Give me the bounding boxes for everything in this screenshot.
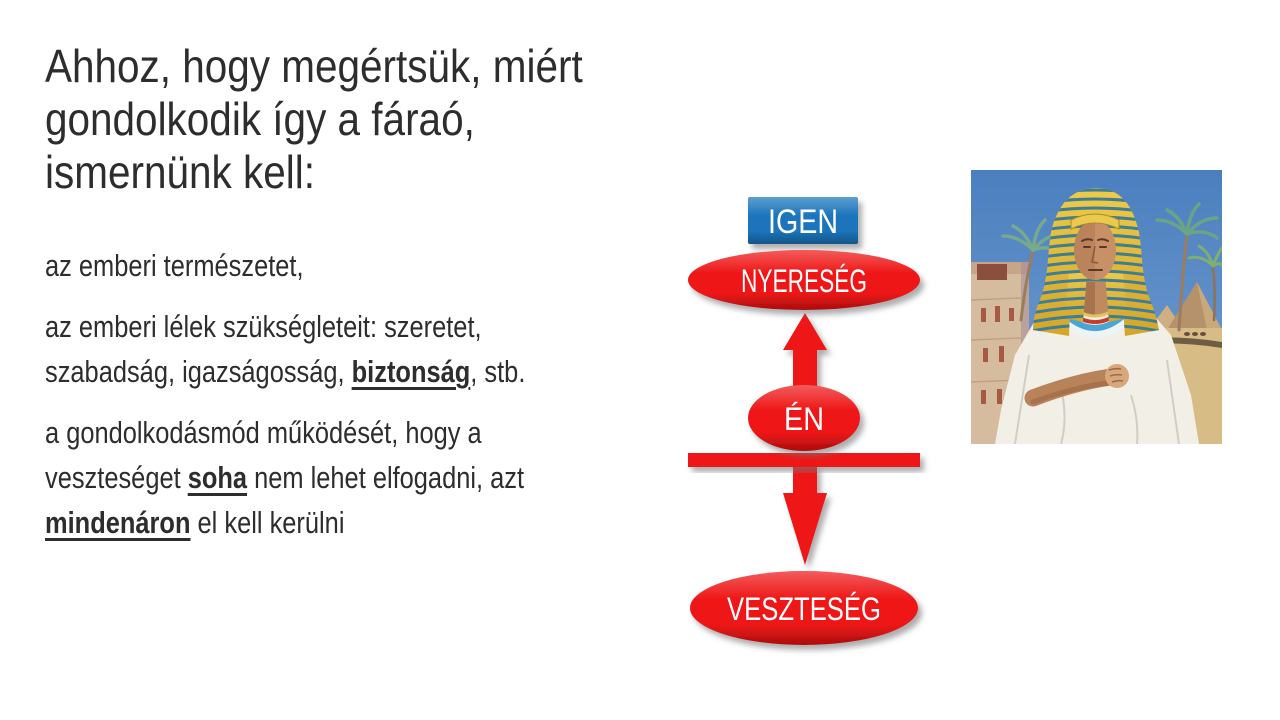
barrier-bar bbox=[688, 453, 920, 467]
body-text-segment: nem lehet elfogadni, azt bbox=[247, 460, 525, 495]
body-text bbox=[45, 243, 631, 561]
body-text-segment: az emberi lélek szükségleteit: szeretet, bbox=[45, 309, 482, 344]
pharaoh-image bbox=[971, 170, 1222, 444]
igen-box bbox=[748, 197, 858, 244]
down-arrow bbox=[783, 465, 827, 565]
gain-loss-diagram bbox=[660, 160, 960, 660]
body-text-segment: veszteséget bbox=[45, 460, 188, 495]
title-line: Ahhoz, hogy megértsük, miért bbox=[45, 40, 583, 92]
nyereseg-label: NYERESÉG bbox=[741, 263, 867, 299]
en-ellipse bbox=[748, 385, 860, 451]
body-text-segment: , stb. bbox=[470, 354, 526, 389]
slide-title bbox=[45, 40, 656, 199]
emphasized-term: mindenáron bbox=[45, 505, 191, 540]
title-line: ismernünk kell: bbox=[45, 146, 315, 198]
emphasized-term: biztonság bbox=[351, 354, 471, 389]
body-paragraph bbox=[45, 304, 631, 394]
nyereseg-ellipse bbox=[688, 250, 920, 310]
body-paragraph bbox=[45, 410, 631, 545]
emphasized-term: soha bbox=[187, 460, 248, 495]
veszteseg-ellipse bbox=[690, 571, 918, 645]
up-arrow bbox=[783, 313, 827, 392]
title-line: gondolkodik így a fáraó, bbox=[45, 93, 475, 145]
body-text-segment: a gondolkodásmód működését, hogy a bbox=[45, 415, 482, 450]
veszteseg-label: VESZTESÉG bbox=[727, 591, 881, 627]
en-label: ÉN bbox=[784, 401, 824, 437]
body-text-segment: el kell kerülni bbox=[190, 505, 345, 540]
body-text-segment: az emberi természetet, bbox=[45, 248, 304, 283]
body-text-segment: szabadság, igazságosság, bbox=[45, 354, 352, 389]
body-paragraph bbox=[45, 243, 631, 288]
igen-label: IGEN bbox=[768, 203, 838, 241]
